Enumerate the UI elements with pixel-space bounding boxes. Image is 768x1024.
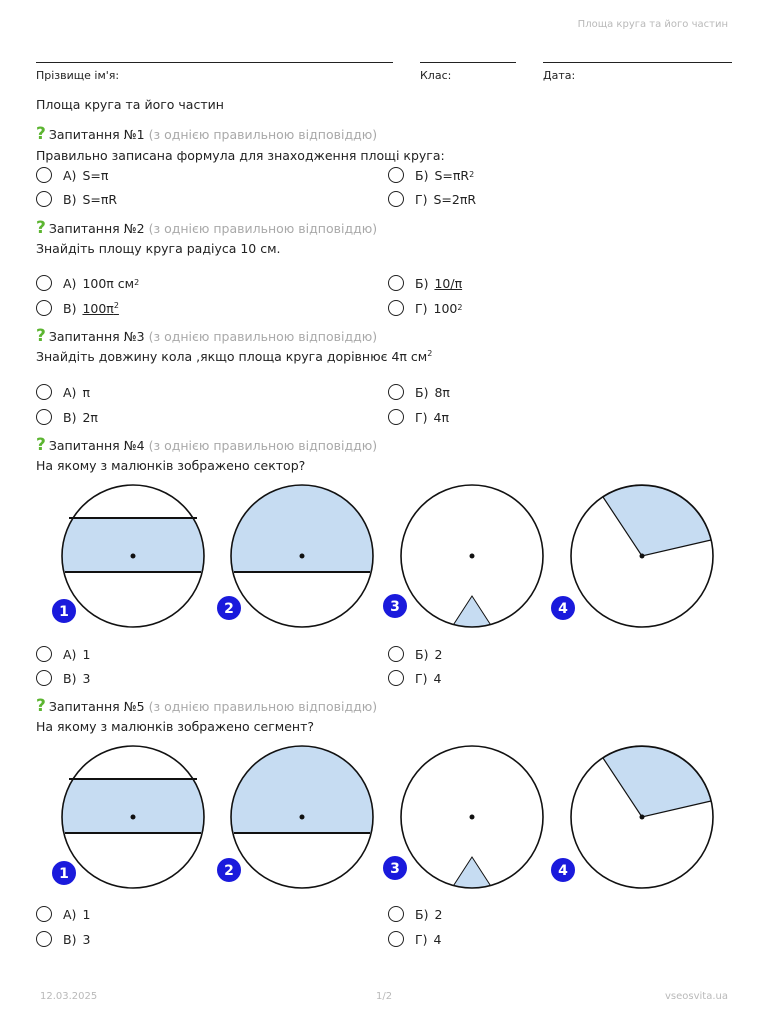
question-1-title: Запитання №1: [48, 127, 145, 142]
radio-button[interactable]: [388, 300, 404, 316]
answer-option-3b[interactable]: [388, 384, 450, 400]
radio-button[interactable]: [36, 191, 52, 207]
radio-button[interactable]: [36, 670, 52, 686]
answer-option-4a[interactable]: [36, 646, 90, 662]
radio-button[interactable]: [388, 275, 404, 291]
option-letter: В): [63, 300, 77, 316]
option-letter: А): [63, 384, 77, 400]
question-2-text: Знайдіть площу круга радіуса 10 см.: [36, 241, 281, 256]
figure-badge-1: [51, 598, 77, 624]
svg-text:4: 4: [558, 601, 568, 617]
answer-option-5b[interactable]: [388, 906, 442, 922]
figure-badge-4: [550, 857, 576, 883]
figure-1: [60, 485, 210, 627]
svg-text:4: 4: [558, 863, 568, 879]
option-letter: А): [63, 275, 77, 291]
radio-button[interactable]: [36, 275, 52, 291]
option-value: 100: [433, 300, 458, 316]
name-field-label: Прізвище ім'я:: [36, 69, 120, 82]
figure-badge-3: [382, 855, 408, 881]
radio-button[interactable]: [36, 646, 52, 662]
class-field-line[interactable]: [420, 62, 516, 63]
question-4-note: (з однією правильною відповіддю): [148, 438, 378, 453]
option-value-text: 100π: [82, 300, 114, 316]
figure-3: [401, 485, 543, 630]
question-5-note: (з однією правильною відповіддю): [148, 699, 378, 714]
question-3-header: [36, 328, 377, 345]
figure-badge-4: [550, 595, 576, 621]
date-field-line[interactable]: [543, 62, 732, 63]
option-value: 4: [433, 931, 442, 947]
option-value: S=π: [82, 167, 109, 183]
answer-option-2a[interactable]: А) 100π см 2: [36, 275, 139, 291]
option-letter: В): [63, 409, 77, 425]
svg-text:1: 1: [59, 604, 69, 620]
option-letter: В): [63, 931, 77, 947]
radio-button[interactable]: [388, 191, 404, 207]
question-mark-icon: ?: [36, 218, 46, 238]
option-letter: Б): [415, 275, 429, 291]
answer-option-3c[interactable]: [36, 409, 98, 425]
svg-text:1: 1: [59, 866, 69, 882]
radio-button[interactable]: [388, 409, 404, 425]
question-2-note: (з однією правильною відповіддю): [148, 221, 378, 236]
option-letter: Г): [415, 191, 428, 207]
question-5-text: На якому з малюнків зображено сегмент?: [36, 719, 314, 734]
radio-button[interactable]: [36, 931, 52, 947]
question-2-header: [36, 220, 377, 237]
option-value: S=πR: [434, 167, 470, 183]
option-letter: Б): [415, 646, 429, 662]
svg-text:3: 3: [390, 861, 400, 877]
figure-badge-2: [216, 595, 242, 621]
svg-text:2: 2: [224, 863, 234, 879]
question-mark-icon: ?: [36, 326, 46, 346]
class-field-label: Клас:: [420, 69, 452, 82]
radio-button[interactable]: [36, 409, 52, 425]
question-4-figures: [0, 480, 768, 630]
date-field-label: Дата:: [543, 69, 576, 82]
figure-3: [401, 746, 543, 891]
question-2-title: Запитання №2: [48, 221, 145, 236]
option-letter: В): [63, 670, 77, 686]
footer-date: 12.03.2025: [40, 991, 98, 1002]
answer-option-1c[interactable]: [36, 191, 117, 207]
figure-4: [571, 746, 713, 888]
radio-button[interactable]: [388, 931, 404, 947]
question-1-note: (з однією правильною відповіддю): [148, 127, 378, 142]
option-value: 2: [434, 906, 443, 922]
option-letter: Г): [415, 409, 428, 425]
question-5-figures: [0, 741, 768, 891]
option-letter: А): [63, 646, 77, 662]
option-value: 1: [82, 906, 91, 922]
option-letter: Б): [415, 906, 429, 922]
option-letter: Г): [415, 300, 428, 316]
figure-2: [230, 741, 380, 888]
question-4-header: [36, 437, 377, 454]
question-4-title: Запитання №4: [48, 438, 145, 453]
radio-button[interactable]: [36, 906, 52, 922]
answer-option-1b[interactable]: Б) S=πR 2: [388, 167, 474, 183]
question-5-header: [36, 698, 377, 715]
option-letter: А): [63, 167, 77, 183]
question-1-header: [36, 126, 377, 143]
question-3-text-main: Знайдіть довжину кола ,якщо площа круга дорівнює 4π см: [36, 349, 428, 364]
radio-button[interactable]: [388, 670, 404, 686]
question-mark-icon: ?: [36, 124, 46, 144]
option-value: 2: [434, 646, 443, 662]
option-value: [82, 301, 118, 316]
question-3-superscript: 2: [427, 348, 433, 358]
figure-badge-2: [216, 857, 242, 883]
option-superscript: 2: [113, 300, 119, 310]
option-value: 3: [82, 670, 91, 686]
option-value: S=2πR: [433, 191, 477, 207]
option-letter: Б): [415, 384, 429, 400]
question-4-text: На якому з малюнків зображено сектор?: [36, 458, 306, 473]
answer-option-5d[interactable]: [388, 931, 441, 947]
answer-option-3a[interactable]: [36, 384, 90, 400]
answer-option-4b[interactable]: [388, 646, 442, 662]
radio-button[interactable]: [388, 906, 404, 922]
document-title: Площа круга та його частин: [36, 97, 224, 112]
option-letter: В): [63, 191, 77, 207]
radio-button[interactable]: [388, 646, 404, 662]
footer-page-number: 1/2: [376, 991, 393, 1002]
answer-option-2c[interactable]: [36, 300, 119, 316]
radio-button[interactable]: [36, 384, 52, 400]
question-5-title: Запитання №5: [48, 699, 145, 714]
figure-badge-3: [382, 593, 408, 619]
option-value: 2π: [82, 409, 98, 425]
radio-button[interactable]: [388, 167, 404, 183]
option-letter: Б): [415, 167, 429, 183]
figure-1: [60, 746, 210, 888]
option-value: 100π см: [82, 275, 135, 291]
answer-option-5c[interactable]: [36, 931, 90, 947]
answer-option-2b[interactable]: [388, 275, 462, 291]
answer-option-3d[interactable]: [388, 409, 449, 425]
option-value: 8π: [434, 384, 450, 400]
name-field-line[interactable]: [36, 62, 393, 63]
figure-4: [571, 485, 713, 627]
answer-option-5a[interactable]: [36, 906, 90, 922]
figure-2: [230, 480, 380, 627]
question-mark-icon: ?: [36, 435, 46, 455]
radio-button[interactable]: [388, 384, 404, 400]
option-value: 3: [82, 931, 91, 947]
header-title: Площа круга та його частин: [577, 19, 728, 30]
question-mark-icon: ?: [36, 696, 46, 716]
radio-button[interactable]: [36, 167, 52, 183]
option-value: 1: [82, 646, 91, 662]
option-value: S=πR: [82, 191, 118, 207]
option-letter: А): [63, 906, 77, 922]
answer-option-1a[interactable]: [36, 167, 108, 183]
option-letter: Г): [415, 670, 428, 686]
question-3-note: (з однією правильною відповіддю): [148, 329, 378, 344]
answer-option-2d[interactable]: Г) 100 2: [388, 300, 462, 316]
option-value: 10/π: [434, 275, 463, 291]
question-1-text: Правильно записана формула для знаходження площі круга:: [36, 148, 445, 163]
radio-button[interactable]: [36, 300, 52, 316]
answer-option-1d[interactable]: [388, 191, 476, 207]
svg-text:2: 2: [224, 601, 234, 617]
question-3-text: [36, 349, 432, 364]
option-value: 4π: [433, 409, 449, 425]
figure-badge-1: [51, 860, 77, 886]
footer-site-link[interactable]: vseosvita.ua: [665, 991, 728, 1002]
svg-text:3: 3: [390, 599, 400, 615]
answer-option-4d[interactable]: [388, 670, 441, 686]
option-value: 4: [433, 670, 442, 686]
option-letter: Г): [415, 931, 428, 947]
option-value: π: [82, 384, 90, 400]
answer-option-4c[interactable]: [36, 670, 90, 686]
question-3-title: Запитання №3: [48, 329, 145, 344]
